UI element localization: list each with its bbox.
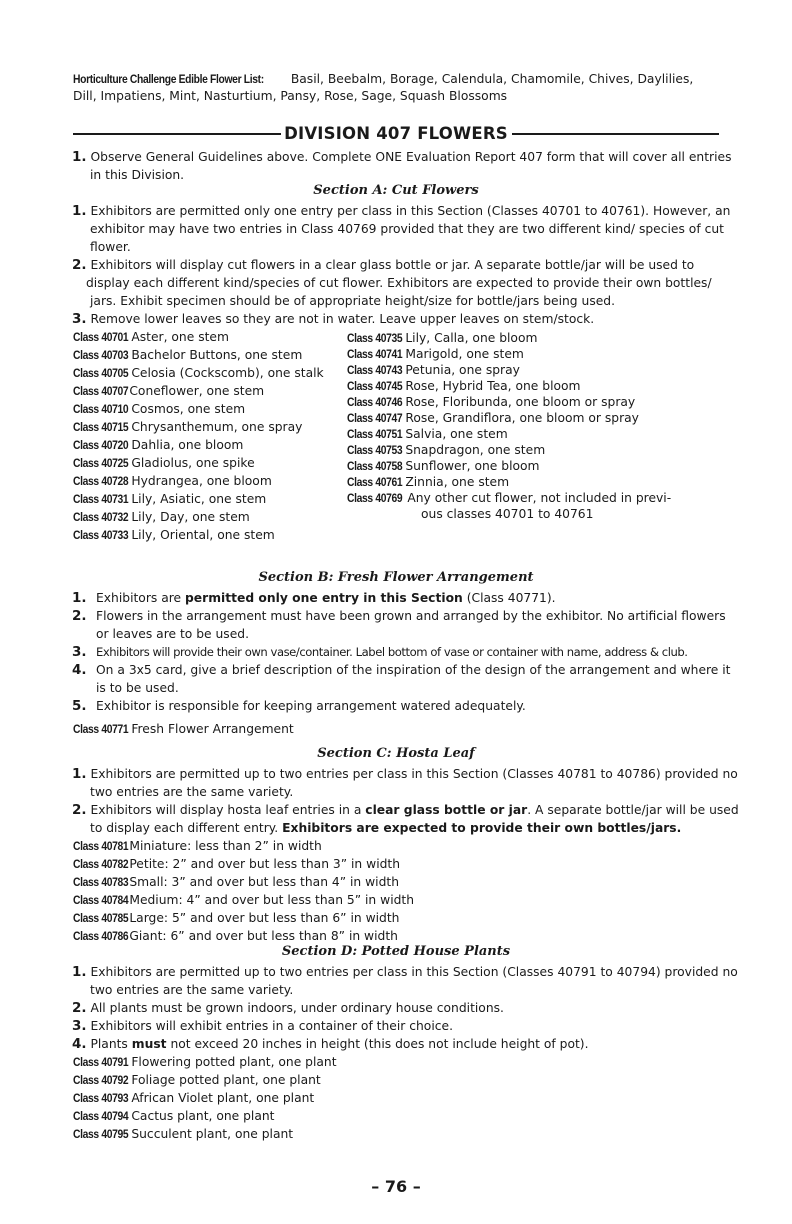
- class-row: Class 40703 Bachelor Buttons, one stem: [73, 348, 303, 362]
- class-row: Class 40792 Foliage potted plant, one plant: [73, 1073, 321, 1087]
- section-b-rule-5: 5. Exhibitor is responsible for keeping arrangement watered adequately.: [72, 698, 526, 714]
- class-row: Class 40735 Lily, Calla, one bloom: [347, 331, 538, 345]
- class-row: Class 40732 Lily, Day, one stem: [73, 510, 250, 524]
- section-a-rule-1-line2: exhibitor may have two entries in Class 40769 provided that they are two different kind/ species of cut: [90, 222, 724, 236]
- division-title: DIVISION 407 FLOWERS: [284, 124, 508, 143]
- class-row: Class 40758 Sunflower, one bloom: [347, 459, 540, 473]
- section-a-title: Section A: Cut Flowers: [313, 183, 479, 198]
- section-c-rule-1: 1. Exhibitors are permitted up to two entries per class in this Section (Classes 40781 to 40786) provided no: [72, 766, 738, 782]
- class-row: Class 40701 Aster, one stem: [73, 330, 229, 344]
- section-d-rule-3: 3. Exhibitors will exhibit entries in a container of their choice.: [72, 1018, 453, 1034]
- class-row: Class 40705 Celosia (Cockscomb), one stalk: [73, 366, 324, 380]
- class-row: Class 40784Medium: 4” and over but less than 5” in width: [73, 893, 415, 907]
- section-c-classes: [73, 837, 414, 945]
- section-b-rule-1: 1. Exhibitors are permitted only one entry in this Section (Class 40771).: [72, 590, 556, 606]
- edible-list-line2: Dill, Impatiens, Mint, Nasturtium, Pansy, Rose, Sage, Squash Blossoms: [73, 89, 508, 103]
- class-row: Class 40707Coneflower, one stem: [73, 384, 265, 398]
- class-row: Class 40741 Marigold, one stem: [347, 347, 524, 361]
- general-rule: 1. Observe General Guidelines above. Complete ONE Evaluation Report 407 form that will cover all entries: [72, 149, 732, 165]
- section-a-classes-right: [347, 330, 671, 522]
- edible-list-line1: Basil, Beebalm, Borage, Calendula, Chamomile, Chives, Daylilies,: [290, 72, 694, 86]
- class-row: Class 40728 Hydrangea, one bloom: [73, 474, 272, 488]
- class-row: Class 40769 Any other cut flower, not included in previ-: [347, 491, 672, 505]
- class-row: Class 40725 Gladiolus, one spike: [73, 456, 255, 470]
- section-d-rule-4: 4. Plants must not exceed 20 inches in height (this does not include height of pot).: [72, 1036, 589, 1052]
- class-row: Class 40743 Petunia, one spray: [347, 363, 520, 377]
- section-d-rule-1: 1. Exhibitors are permitted up to two entries per class in this Section (Classes 40791 to 40794) provided no: [72, 964, 738, 980]
- class-row: Class 40783Small: 3” and over but less than 4” in width: [73, 875, 400, 889]
- class-row: Class 40781Miniature: less than 2” in width: [73, 839, 322, 853]
- section-a-rule-2-line2: display each different kind/species of cut flower. Exhibitors are expected to provide their own bottles/: [86, 276, 712, 290]
- class-row: Class 40720 Dahlia, one bloom: [73, 438, 244, 452]
- section-a-rule-1-line3: flower.: [90, 240, 131, 254]
- class-row: Class 40710 Cosmos, one stem: [73, 402, 246, 416]
- section-d-rule-2: 2. All plants must be grown indoors, under ordinary house conditions.: [72, 1000, 504, 1016]
- section-b-title: Section B: Fresh Flower Arrangement: [258, 570, 534, 585]
- section-a-rule-2: 2. Exhibitors will display cut flowers in a clear glass bottle or jar. A separate bottle/jar will be used to: [72, 257, 695, 273]
- class-row: Class 40731 Lily, Asiatic, one stem: [73, 492, 267, 506]
- section-c-rule-1-line2: two entries are the same variety.: [90, 785, 294, 799]
- class-row: Class 40753 Snapdragon, one stem: [347, 443, 546, 457]
- section-a-classes-left: [73, 328, 324, 544]
- section-a-rule-2-line3: jars. Exhibit specimen should be of appropriate height/size for bottle/jars being used.: [90, 294, 616, 308]
- section-d-classes: [73, 1053, 337, 1143]
- section-b-rule-2-line2: or leaves are to be used.: [96, 627, 249, 641]
- section-c-rule-2-line2: to display each different entry. Exhibitors are expected to provide their own bottles/jars.: [90, 821, 682, 835]
- class-row-continued: ous classes 40701 to 40761: [421, 507, 594, 521]
- class-row: Class 40794 Cactus plant, one plant: [73, 1109, 275, 1123]
- class-row: Class 40746 Rose, Floribunda, one bloom or spray: [347, 395, 636, 409]
- section-b-rule-3: 3. Exhibitors will provide their own vase/container. Label bottom of vase or container with name, address & club.: [72, 644, 688, 660]
- class-row: Class 40747 Rose, Grandiflora, one bloom or spray: [347, 411, 639, 425]
- section-b-rule-4: 4. On a 3x5 card, give a brief description of the inspiration of the design of the arrangement and where it: [72, 662, 731, 678]
- class-row: Class 40733 Lily, Oriental, one stem: [73, 528, 275, 542]
- section-d-rule-1-line2: two entries are the same variety.: [90, 983, 294, 997]
- class-row: Class 40786Giant: 6” and over but less than 8” in width: [73, 929, 398, 943]
- edible-flower-list: [73, 70, 693, 88]
- class-row: Class 40785Large: 5” and over but less than 6” in width: [73, 911, 400, 925]
- section-a-rule-1: 1. Exhibitors are permitted only one entry per class in this Section (Classes 40701 to 40761). However, an: [72, 203, 731, 219]
- section-b-rule-2: 2. Flowers in the arrangement must have been grown and arranged by the exhibitor. No artificial flowers: [72, 608, 726, 624]
- class-row: Class 40795 Succulent plant, one plant: [73, 1127, 294, 1141]
- section-b-class: Class 40771 Fresh Flower Arrangement: [73, 722, 294, 736]
- class-row: Class 40751 Salvia, one stem: [347, 427, 508, 441]
- page-number: – 76 –: [371, 1177, 421, 1196]
- class-row: Class 40782Petite: 2” and over but less than 3” in width: [73, 857, 401, 871]
- section-b-rule-4-line2: is to be used.: [96, 681, 179, 695]
- section-d-title: Section D: Potted House Plants: [281, 944, 511, 959]
- section-c-rule-2: 2. Exhibitors will display hosta leaf entries in a clear glass bottle or jar. A separate bottle/jar will be used: [72, 802, 739, 818]
- class-row: Class 40745 Rose, Hybrid Tea, one bloom: [347, 379, 581, 393]
- section-c-title: Section C: Hosta Leaf: [317, 746, 475, 761]
- general-rule-line2: in this Division.: [90, 168, 185, 182]
- class-row: Class 40791 Flowering potted plant, one plant: [73, 1055, 337, 1069]
- class-row: Class 40793 African Violet plant, one plant: [73, 1091, 315, 1105]
- class-row: Class 40761 Zinnia, one stem: [347, 475, 510, 489]
- edible-list-label: Horticulture Challenge Edible Flower List:: [73, 72, 264, 86]
- section-a-rule-3: 3. Remove lower leaves so they are not in water. Leave upper leaves on stem/stock.: [72, 311, 595, 327]
- class-row: Class 40715 Chrysanthemum, one spray: [73, 420, 303, 434]
